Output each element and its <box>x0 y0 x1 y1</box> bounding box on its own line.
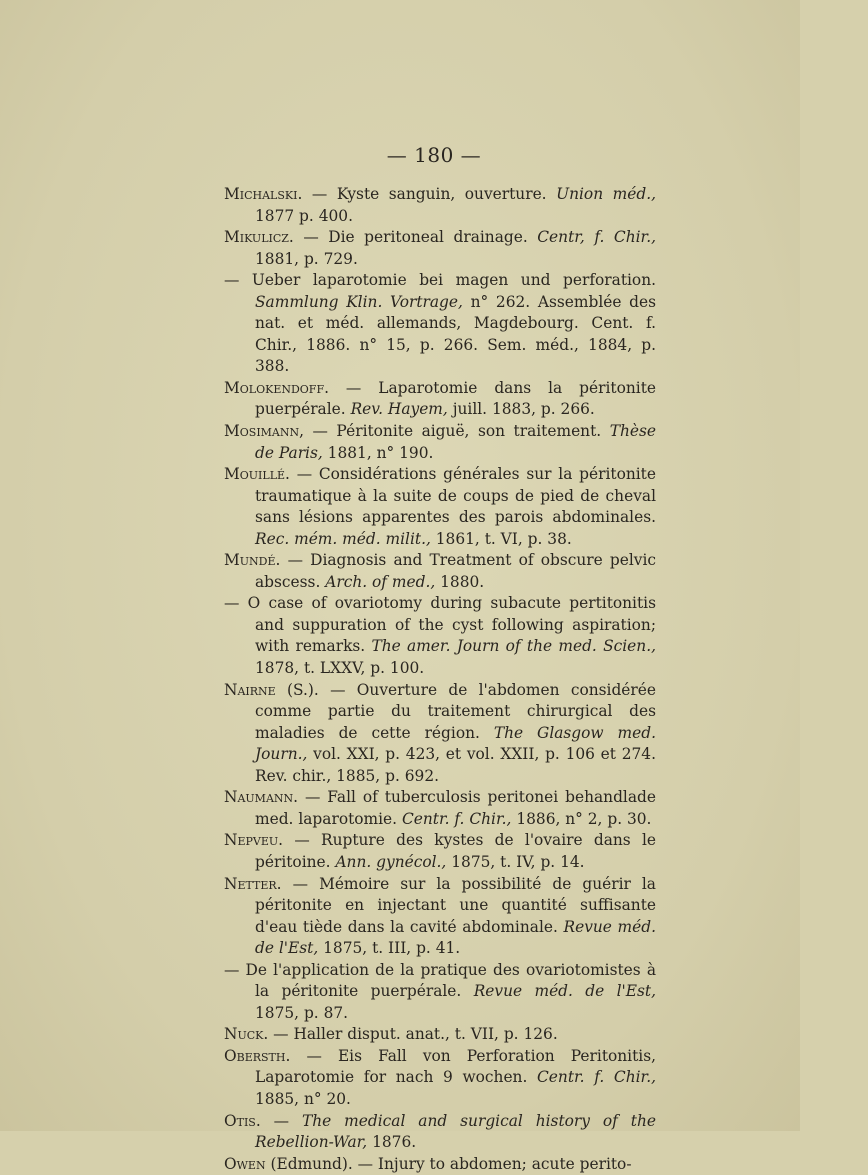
entry-author: Netter. <box>224 874 282 893</box>
entry-reference: 1886, n° 2, p. 30. <box>516 809 652 828</box>
entry-journal: Centr. f. Chir., <box>401 809 512 828</box>
entry-journal: Centr. f. Chir., <box>537 1068 656 1087</box>
entry-journal: The Glasgow med. Journ., <box>255 723 656 764</box>
bibliography-entry <box>224 1046 656 1111</box>
entry-author: Mundé. <box>224 551 281 570</box>
entry-journal: Arch. of med., <box>325 572 436 591</box>
entry-text: — Laparotomie dans la péritonite puerpérale. <box>255 378 656 419</box>
entry-reference: juill. 1883, p. 266. <box>452 400 595 419</box>
bibliography-entry <box>224 787 656 830</box>
bibliography-entry <box>224 874 656 960</box>
entry-journal: Rec. mém. méd. milit., <box>255 529 431 548</box>
entry-text: — Péritonite aiguë, son traitement. <box>312 422 602 441</box>
entry-text: — Kyste sanguin, ouverture. <box>311 185 547 203</box>
bibliography-entry <box>224 593 656 679</box>
entry-author: Obersth. <box>224 1046 291 1065</box>
entry-text: (Edmund). — Injury to abdomen; acute perito- <box>270 1154 632 1173</box>
entry-journal: Revue méd. de l'Est, <box>473 982 656 1001</box>
entry-text: — Diagnosis and Treatment of obscure pelvic abscess. <box>255 551 656 591</box>
entry-reference: 1881, p. 729. <box>255 249 358 268</box>
entry-author: Michalski. <box>224 185 303 203</box>
entry-reference: 1881, n° 190. <box>327 443 434 462</box>
entry-text: — Rupture des kystes de l'ovaire dans le péritoine. <box>255 831 656 871</box>
entry-text: — Considérations générales sur la péritonite traumatique à la suite de coups de pied de cheval sans lésions apparentes des parois abdominales. <box>255 465 656 527</box>
entry-text: — Ueber laparotomie bei magen und perforation. <box>224 271 656 290</box>
entry-journal: Thèse de Paris, <box>255 422 656 462</box>
entry-reference: 1885, n° 20. <box>255 1089 351 1108</box>
entry-journal: Revue méd. de l'Est, <box>255 917 656 958</box>
entry-text: — Haller disput. anat., t. VII, p. 126. <box>273 1025 558 1044</box>
bibliography-entry <box>224 830 656 873</box>
entry-journal: Sammlung Klin. Vortrage, <box>255 292 463 311</box>
entry-journal: Ann. gynécol., <box>335 852 447 871</box>
entry-text: — O case of ovariotomy during subacute pertitonitis and suppuration of the cyst following aspiration; with remarks. <box>224 594 656 656</box>
entry-reference: 1877 p. 400. <box>255 206 353 225</box>
entry-journal: Union méd., <box>556 185 656 203</box>
bibliography-entry <box>224 227 656 270</box>
entry-journal: The medical and surgical history of the Rebellion-War, <box>255 1111 656 1152</box>
bibliography-list <box>224 184 656 1175</box>
entry-author: Mouillé. <box>224 465 290 484</box>
entry-author: Molokendoff. <box>224 378 329 397</box>
bibliography-entry <box>224 960 656 1025</box>
entry-reference: 1876. <box>372 1133 417 1152</box>
entry-reference: vol. XXI, p. 423, et vol. XXII, p. 106 et 274. Rev. chir., 1885, p. 692. <box>255 745 656 785</box>
entry-author: Owen <box>224 1154 266 1173</box>
entry-reference: 1878, t. LXXV, p. 100. <box>255 659 425 678</box>
bibliography-entry <box>224 421 656 464</box>
bibliography-entry <box>224 184 656 227</box>
entry-author: Nepveu. <box>224 831 284 850</box>
entry-journal: Rev. Hayem, <box>350 400 448 419</box>
entry-text: — Eis Fall von Perforation Peritonitis, Laparotomie for nach 9 wochen. <box>255 1046 656 1087</box>
entry-reference: 1875, p. 87. <box>255 1003 349 1022</box>
entry-reference: 1861, t. VI, p. 38. <box>435 529 572 548</box>
entry-text: — De l'application de la pratique des ovariotomistes à la péritonite puerpérale. <box>224 960 656 1001</box>
entry-journal: Centr, f. Chir., <box>537 228 656 247</box>
bibliography-entry <box>224 1111 656 1154</box>
entry-text: — Fall of tuberculosis peritonei behandlade med. laparotomie. <box>255 788 656 828</box>
entry-author: Nuck. <box>224 1025 269 1044</box>
bibliography-entry <box>224 464 656 550</box>
entry-text: — Ouverture de l'abdomen considérée comme partie du traitement chirurgical des maladies de cette région. <box>255 680 656 742</box>
bibliography-entry <box>224 680 656 788</box>
page-number: — 180 — <box>386 143 482 167</box>
bibliography-entry <box>224 1024 656 1046</box>
entry-author: Nairne (S.). <box>224 680 319 699</box>
entry-text: — Die peritoneal drainage. <box>303 228 528 247</box>
entry-author: Naumann. <box>224 788 299 807</box>
entry-reference: 1875, t. III, p. 41. <box>323 939 461 958</box>
bibliography-entry <box>224 1154 656 1175</box>
entry-author: Mikulicz. <box>224 228 294 247</box>
entry-reference: n° 262. Assemblée des nat. et méd. allemands, Magdebourg. Cent. f. Chir., 1886. n° 15, p. 266. Sem. méd., 1884, p. 388. <box>255 292 656 376</box>
bibliography-entry <box>224 270 656 378</box>
bibliography-entry <box>224 378 656 421</box>
entry-author: Otis. <box>224 1111 261 1130</box>
entry-reference: 1880. <box>440 572 485 591</box>
bibliography-entry <box>224 550 656 593</box>
entry-journal: The amer. Journ of the med. Scien., <box>371 637 656 656</box>
entry-text: — Mémoire sur la possibilité de guérir la péritonite en injectant une quantité suffisante d'eau tiède dans la cavité abdominale. <box>255 874 656 936</box>
entry-reference: 1875, t. IV, p. 14. <box>451 852 585 871</box>
entry-author: Mosimann, <box>224 422 305 441</box>
entry-text: — <box>273 1111 290 1130</box>
